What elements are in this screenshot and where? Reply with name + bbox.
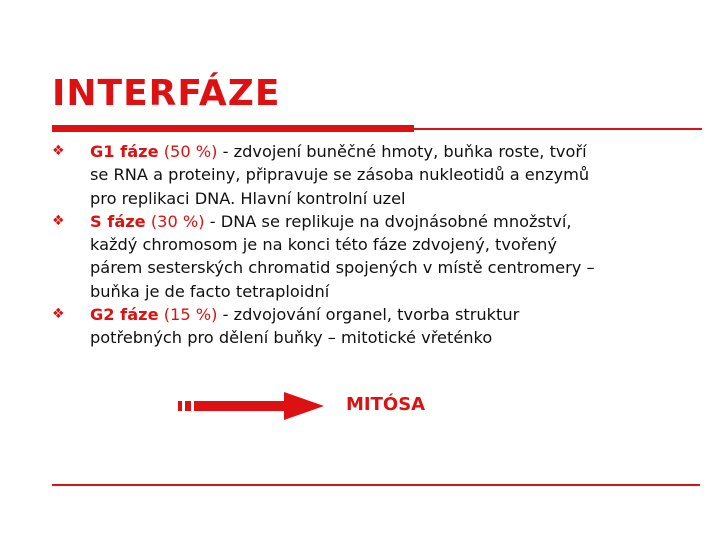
- title-underline-thin: [414, 128, 702, 130]
- phase-term: G1 fáze: [90, 142, 159, 161]
- diamond-bullet-icon: ❖: [52, 143, 65, 159]
- phase-text-line: potřebných pro dělení buňky – mitotické vřeténko: [90, 328, 493, 348]
- phase-text-line: buňka je de facto tetraploidní: [90, 281, 330, 301]
- title-underline-thick: [52, 125, 414, 132]
- phase-text-line: každý chromosom je na konci této fáze zdvojený, tvořený: [90, 235, 557, 255]
- bullet-list: [52, 140, 672, 350]
- phase-term: G2 fáze: [90, 305, 159, 325]
- phase-text-line: párem sesterských chromatid spojených v místě centromery –: [90, 258, 595, 278]
- phase-text-line: se RNA a proteiny, připravuje se zásoba nukleotidů a enzymů: [90, 165, 590, 185]
- bullet-item-g1: [52, 140, 672, 210]
- diamond-bullet-icon: ❖: [52, 212, 65, 229]
- phase-percent: (30 %): [150, 211, 205, 231]
- next-phase-label: MITÓSA: [346, 394, 426, 415]
- phase-text-line: - zdvojování organel, tvorba struktur: [217, 305, 520, 325]
- phase-term: S fáze: [90, 211, 146, 231]
- slide-title: INTERFÁZE: [52, 73, 281, 114]
- phase-text-line: - zdvojení buněčné hmoty, buňka roste, tvoří: [217, 142, 587, 161]
- phase-percent: (50 %): [163, 142, 218, 161]
- bottom-rule: [52, 484, 700, 486]
- bullet-item-g2: [52, 303, 672, 350]
- diamond-bullet-icon: ❖: [52, 306, 65, 323]
- phase-text-line: pro replikaci DNA. Hlavní kontrolní uzel: [90, 188, 406, 208]
- bullet-item-s: [52, 210, 672, 303]
- phase-text-line: - DNA se replikuje na dvojnásobné množství,: [204, 211, 572, 231]
- phase-percent: (15 %): [163, 305, 218, 325]
- arrow-right-icon: [178, 392, 328, 420]
